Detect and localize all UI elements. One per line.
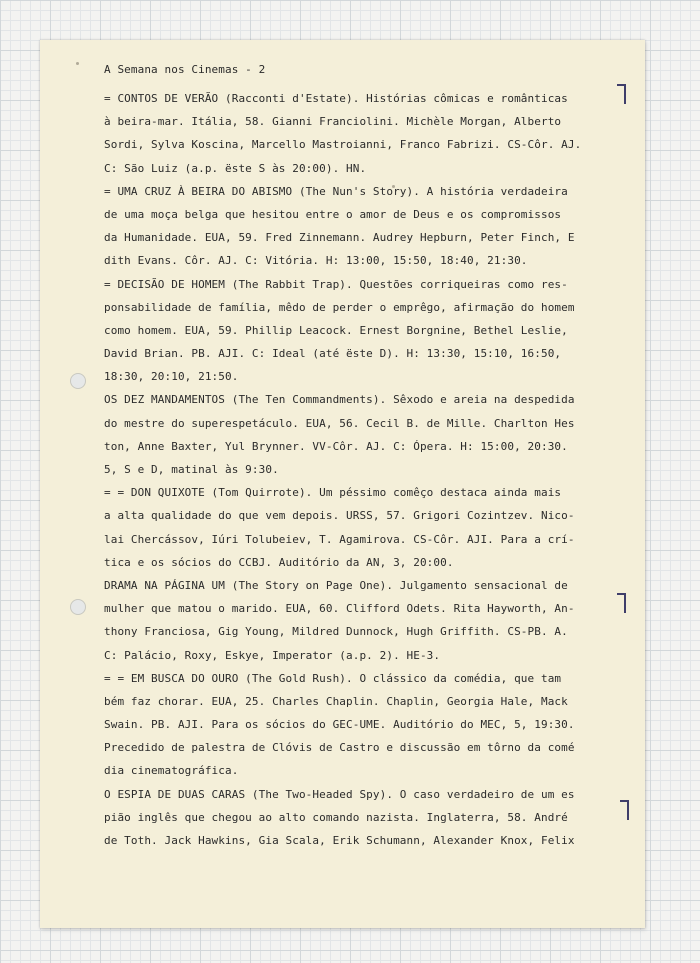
text-line: à beira-mar. Itália, 58. Gianni Franciolini. Michèle Morgan, Alberto [104, 115, 562, 129]
punch-hole [70, 373, 86, 389]
text-line: O ESPIA DE DUAS CARAS (The Two-Headed Spy). O caso verdadeiro de um es [104, 787, 575, 801]
text-line: DRAMA NA PÁGINA UM (The Story on Page One). Julgamento sensacional de [104, 578, 568, 592]
text-line: pião inglês que chegou ao alto comando nazista. Inglaterra, 58. André [104, 810, 568, 824]
text-line: como homem. EUA, 59. Phillip Leacock. Ernest Borgnine, Bethel Leslie, [104, 323, 568, 337]
text-line: 5, S e D, matinal às 9:30. [104, 463, 279, 476]
text-line: 18:30, 20:10, 21:50. [104, 370, 239, 384]
text-line: de uma moça belga que hesitou entre o amor de Deus e os compromissos [104, 207, 562, 221]
text-line: de Toth. Jack Hawkins, Gia Scala, Erik Schumann, Alexander Knox, Felix [104, 834, 575, 847]
punch-hole [70, 599, 86, 615]
text-line: = = DON QUIXOTE (Tom Quirrote). Um péssimo comêço destaca ainda mais [104, 486, 562, 500]
text-line: Swain. PB. AJI. Para os sócios do GEC-UME. Auditório do MEC, 5, 19:30. [104, 718, 575, 732]
text-line: a alta qualidade do que vem depois. URSS, 57. Grigori Cozintzev. Nico- [104, 509, 575, 523]
text-line: bém faz chorar. EUA, 25. Charles Chaplin. Chaplin, Georgia Hale, Mack [104, 694, 568, 708]
text-line: dith Evans. Côr. AJ. C: Vitória. H: 13:00, 15:50, 18:40, 21:30. [104, 254, 528, 268]
text-line: ponsabilidade de família, mêdo de perder o emprêgo, afirmação do homem [104, 300, 575, 314]
paper-mark [76, 62, 79, 65]
text-line: = DECISÃO DE HOMEM (The Rabbit Trap). Questões corriqueiras como res- [104, 277, 568, 291]
text-line: C: São Luiz (a.p. ëste S às 20:00). HN. [104, 161, 367, 175]
text-line: lai Chercássov, Iúri Tolubeiev, T. Agamirova. CS-Côr. AJI. Para a crí- [104, 532, 575, 546]
text-line: David Brian. PB. AJI. C: Ideal (até ëste D). H: 13:30, 15:10, 16:50, [104, 347, 562, 361]
text-line: tica e os sócios do CCBJ. Auditório da AN, 3, 20:00. [104, 555, 454, 569]
text-line: mulher que matou o marido. EUA, 60. Clifford Odets. Rita Hayworth, An- [104, 602, 575, 616]
text-line: dia cinematográfica. [104, 764, 239, 778]
text-line: ton, Anne Baxter, Yul Brynner. VV-Côr. AJ. C: Ópera. H: 15:00, 20:30. [104, 439, 568, 453]
text-line: OS DEZ MANDAMENTOS (The Ten Commandments). Sêxodo e areia na despedida [104, 393, 575, 407]
typewritten-text [104, 53, 636, 852]
page-header: A Semana nos Cinemas - 2 [104, 63, 266, 76]
text-line: da Humanidade. EUA, 59. Fred Zinnemann. Audrey Hepburn, Peter Finch, E [104, 231, 575, 245]
text-line: Precedido de palestra de Clóvis de Castro e discussão em tôrno da comé [104, 741, 575, 755]
document-page [40, 40, 645, 928]
text-line: = UMA CRUZ À BEIRA DO ABISMO (The Nun's Story). A história verdadeira [104, 184, 568, 198]
text-line: C: Palácio, Roxy, Eskye, Imperator (a.p. 2). HE-3. [104, 648, 441, 662]
text-line: = = EM BUSCA DO OURO (The Gold Rush). O clássico da comédia, que tam [104, 671, 562, 685]
text-line: do mestre do superespetáculo. EUA, 56. Cecil B. de Mille. Charlton Hes [104, 416, 575, 430]
text-line: thony Franciosa, Gig Young, Mildred Dunnock, Hugh Griffith. CS-PB. A. [104, 625, 568, 639]
text-line: = CONTOS DE VERÃO (Racconti d'Estate). Histórias cômicas e românticas [104, 92, 568, 105]
text-line: Sordi, Sylva Koscina, Marcello Mastroianni, Franco Fabrizi. CS-Côr. AJ. [104, 138, 582, 152]
